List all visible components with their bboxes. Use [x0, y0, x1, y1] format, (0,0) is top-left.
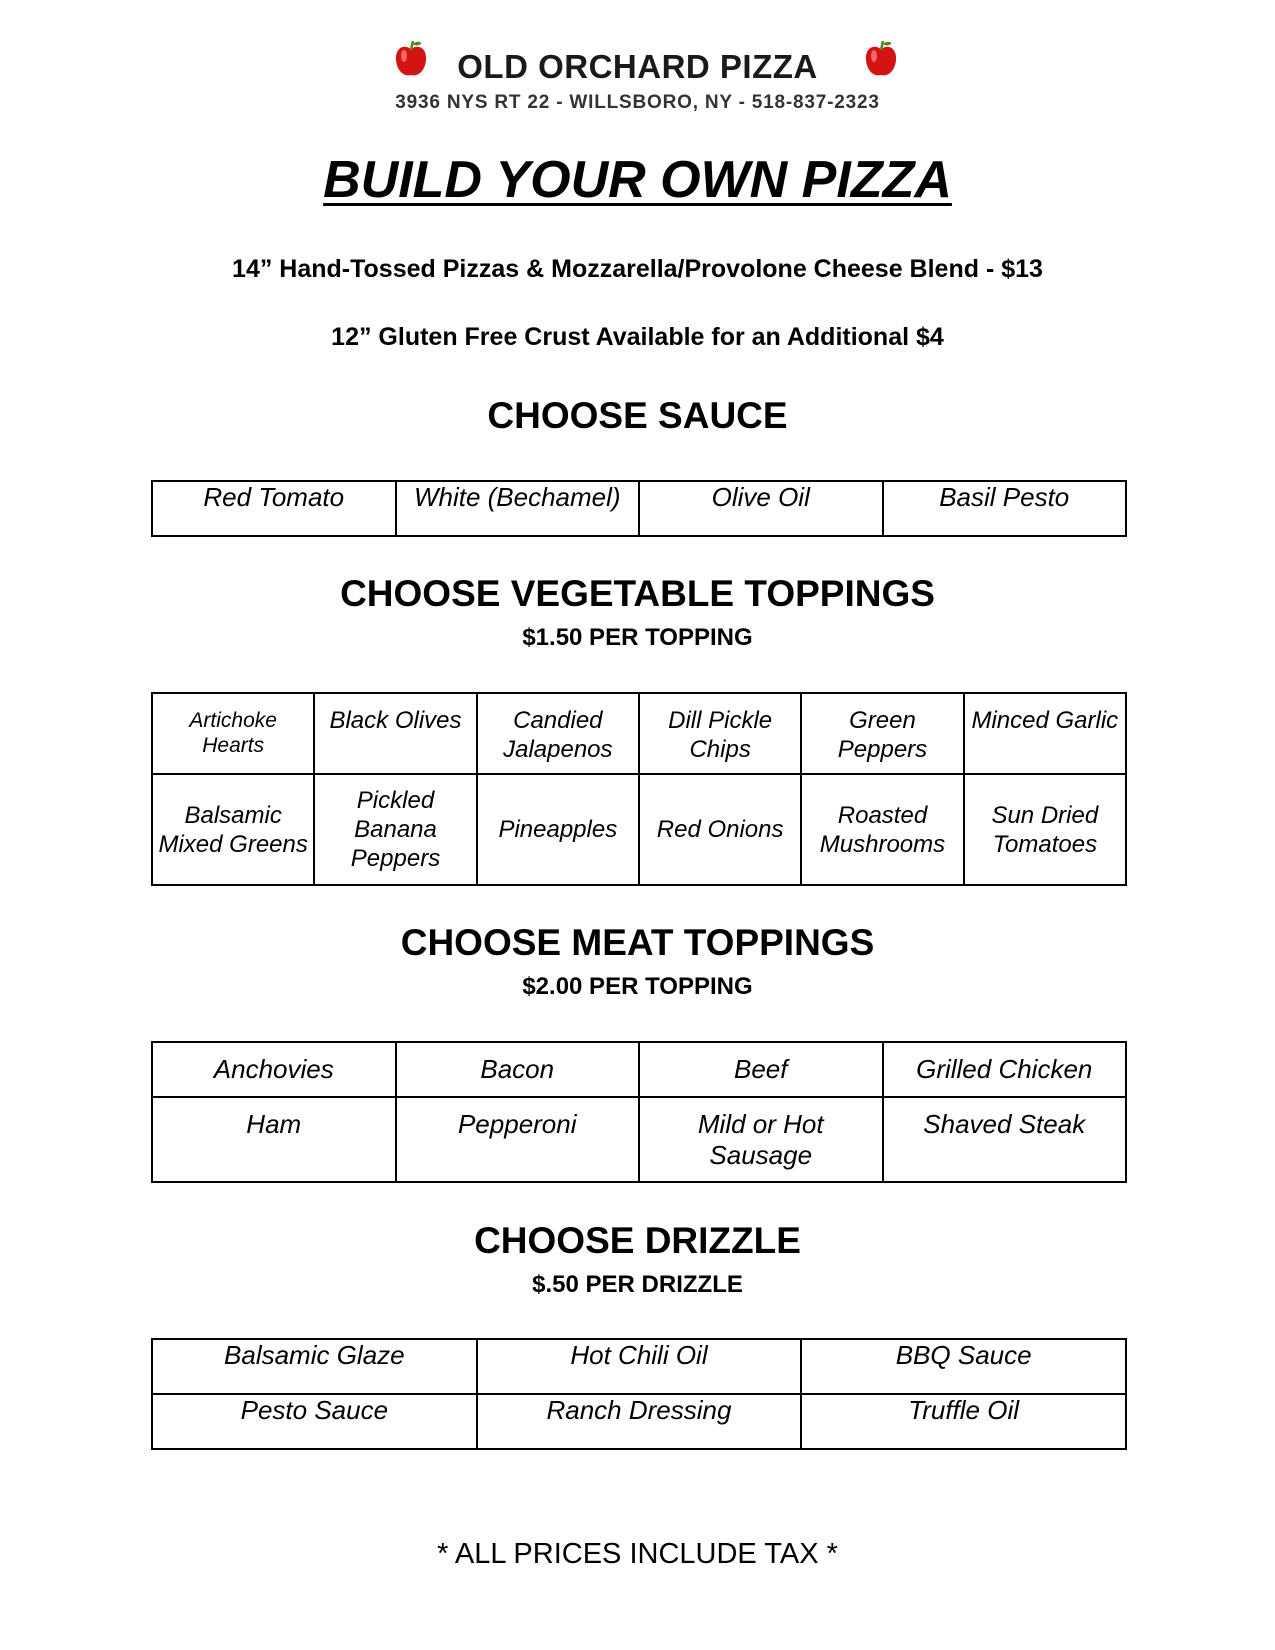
sauce-option: Basil Pesto — [883, 481, 1127, 536]
page-title: BUILD YOUR OWN PIZZA — [323, 151, 952, 209]
meat-table — [151, 1041, 1127, 1183]
vegetable-option: Pickled Banana Peppers — [314, 774, 476, 885]
vegetable-option: Red Onions — [639, 774, 801, 885]
drizzle-option: Balsamic Glaze — [152, 1339, 477, 1394]
table-row — [152, 1042, 1126, 1097]
meat-option: Anchovies — [152, 1042, 396, 1097]
table-row — [152, 1097, 1126, 1182]
sauce-heading: CHOOSE SAUCE — [487, 395, 788, 436]
drizzle-option: Pesto Sauce — [152, 1394, 477, 1449]
table-row — [152, 481, 1126, 536]
vegetable-option: Sun Dried Tomatoes — [964, 774, 1126, 885]
drizzle-option: Hot Chili Oil — [477, 1339, 802, 1394]
sauce-option: White (Bechamel) — [396, 481, 640, 536]
drizzle-option: Truffle Oil — [801, 1394, 1126, 1449]
restaurant-name: OLD ORCHARD PIZZA — [457, 48, 818, 85]
meat-option: Mild or Hot Sausage — [639, 1097, 883, 1182]
vegetable-option: Black Olives — [314, 693, 476, 774]
meat-price: $2.00 PER TOPPING — [522, 973, 753, 1000]
table-row — [152, 1339, 1126, 1394]
meat-option: Bacon — [396, 1042, 640, 1097]
vegetable-table — [151, 692, 1127, 886]
meat-option: Beef — [639, 1042, 883, 1097]
vegetable-option: Candied Jalapenos — [477, 693, 639, 774]
meat-option: Pepperoni — [396, 1097, 640, 1182]
meat-option: Shaved Steak — [883, 1097, 1127, 1182]
vegetable-option: Artichoke Hearts — [152, 693, 314, 774]
drizzle-option: Ranch Dressing — [477, 1394, 802, 1449]
table-row — [152, 774, 1126, 885]
vegetable-heading: CHOOSE VEGETABLE TOPPINGS — [340, 573, 935, 614]
vegetable-option: Balsamic Mixed Greens — [152, 774, 314, 885]
tax-note: * ALL PRICES INCLUDE TAX * — [437, 1538, 838, 1570]
vegetable-option: Green Peppers — [801, 693, 963, 774]
sauce-option: Olive Oil — [639, 481, 883, 536]
drizzle-table — [151, 1338, 1127, 1450]
restaurant-address: 3936 NYS RT 22 - WILLSBORO, NY - 518-837-2323 — [395, 92, 880, 113]
sauce-table — [151, 480, 1127, 537]
vegetable-option: Dill Pickle Chips — [639, 693, 801, 774]
drizzle-option: BBQ Sauce — [801, 1339, 1126, 1394]
table-row — [152, 1394, 1126, 1449]
vegetable-price: $1.50 PER TOPPING — [522, 624, 753, 651]
base-pizza-info: 14” Hand-Tossed Pizzas & Mozzarella/Provolone Cheese Blend - $13 — [232, 255, 1043, 283]
gluten-free-info: 12” Gluten Free Crust Available for an Additional $4 — [331, 323, 944, 351]
vegetable-option: Pineapples — [477, 774, 639, 885]
drizzle-price: $.50 PER DRIZZLE — [532, 1271, 743, 1298]
vegetable-option: Minced Garlic — [964, 693, 1126, 774]
drizzle-heading: CHOOSE DRIZZLE — [474, 1220, 801, 1261]
meat-heading: CHOOSE MEAT TOPPINGS — [400, 922, 875, 963]
meat-option: Ham — [152, 1097, 396, 1182]
table-row — [152, 693, 1126, 774]
vegetable-option: Roasted Mushrooms — [801, 774, 963, 885]
meat-option: Grilled Chicken — [883, 1042, 1127, 1097]
sauce-option: Red Tomato — [152, 481, 396, 536]
